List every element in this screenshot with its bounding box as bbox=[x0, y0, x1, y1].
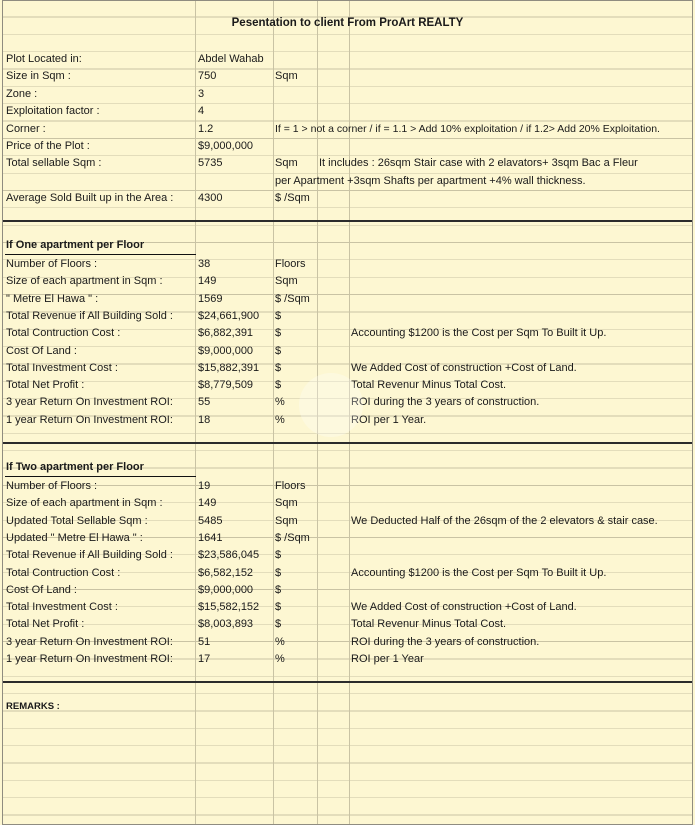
row-value: 5485 bbox=[198, 514, 223, 527]
row-label: Exploitation factor : bbox=[6, 105, 100, 118]
row-value: $24,661,900 bbox=[198, 309, 260, 322]
table-row bbox=[3, 325, 692, 342]
row-label: 3 year Return On Investment ROI: bbox=[6, 396, 173, 409]
row-label: Plot Located in: bbox=[6, 53, 82, 65]
row-note: Accounting $1200 is the Cost per Sqm To Built it Up. bbox=[351, 327, 607, 340]
row-unit: $ bbox=[275, 618, 282, 631]
row-value: 38 bbox=[198, 258, 211, 270]
row-note: Accounting $1200 is the Cost per Sqm To Built it Up. bbox=[351, 566, 607, 579]
row-unit: Floors bbox=[275, 258, 306, 270]
row-label: Total sellable Sqm : bbox=[6, 157, 102, 170]
row-label: Number of Floors : bbox=[6, 258, 98, 270]
table-row bbox=[3, 291, 692, 308]
row-unit: % bbox=[275, 653, 285, 665]
row-value: $9,000,000 bbox=[198, 140, 254, 152]
row-value: $9,000,000 bbox=[198, 344, 254, 357]
row-value: 1.2 bbox=[198, 122, 214, 135]
row-label: Size of each apartment in Sqm : bbox=[6, 275, 163, 288]
row-unit: $ bbox=[275, 566, 282, 579]
row-unit: Sqm bbox=[275, 514, 298, 527]
row-value: $6,882,391 bbox=[198, 327, 254, 340]
row-note: Total Revenur Minus Total Cost. bbox=[351, 379, 507, 392]
section-title-row bbox=[3, 237, 692, 254]
table-row bbox=[3, 565, 692, 582]
row-value: $9,000,000 bbox=[198, 583, 254, 596]
remarks-label: REMARKS : bbox=[6, 701, 60, 712]
row-label: Total Revenue if All Building Sold : bbox=[6, 309, 173, 322]
row-value: 18 bbox=[198, 413, 211, 426]
table-row bbox=[3, 360, 692, 377]
row-value: $8,003,893 bbox=[198, 618, 254, 631]
row-value: $6,582,152 bbox=[198, 566, 254, 579]
row-label: Total Contruction Cost : bbox=[6, 327, 121, 340]
table-row bbox=[3, 495, 692, 512]
spreadsheet bbox=[2, 0, 693, 825]
row-label: Size in Sqm : bbox=[6, 70, 71, 83]
row-label: Corner : bbox=[6, 122, 46, 135]
row-note: per Apartment +3sqm Shafts per apartment +4% wall thickness. bbox=[275, 174, 586, 187]
row-unit: $ bbox=[275, 549, 282, 562]
table-row bbox=[3, 103, 692, 120]
row-note: We Deducted Half of the 26sqm of the 2 elevators & stair case. bbox=[351, 514, 658, 527]
row-value: $8,779,509 bbox=[198, 379, 254, 392]
row-unit: $ bbox=[275, 327, 282, 340]
table-row bbox=[3, 582, 692, 599]
row-note: ROI per 1 Year. bbox=[351, 413, 427, 426]
row-label: Cost Of Land : bbox=[6, 583, 77, 596]
table-row bbox=[3, 173, 692, 190]
row-label: Total Investment Cost : bbox=[6, 361, 118, 374]
row-unit: Sqm bbox=[275, 275, 298, 288]
row-label: Average Sold Built up in the Area : bbox=[6, 192, 174, 205]
row-value: 3 bbox=[198, 87, 205, 100]
row-value: 4300 bbox=[198, 192, 223, 205]
row-label: Total Net Profit : bbox=[6, 618, 85, 631]
row-value: 750 bbox=[198, 70, 217, 83]
row-note: ROI per 1 Year bbox=[351, 653, 424, 665]
table-row bbox=[3, 478, 692, 495]
row-unit: $ /Sqm bbox=[275, 192, 310, 205]
table-row bbox=[3, 651, 692, 668]
row-label: Total Net Profit : bbox=[6, 379, 85, 392]
table-row bbox=[3, 86, 692, 103]
row-unit: $ bbox=[275, 583, 282, 596]
row-note: ROI during the 3 years of construction. bbox=[351, 396, 540, 409]
row-unit: Sqm bbox=[275, 70, 298, 83]
row-value: 5735 bbox=[198, 157, 223, 170]
row-unit: $ bbox=[275, 309, 282, 322]
row-value: 17 bbox=[198, 653, 211, 665]
row-label: Total Revenue if All Building Sold : bbox=[6, 549, 173, 562]
sheet-title: Pesentation to client From ProArt REALTY bbox=[231, 17, 464, 29]
row-value: $23,586,045 bbox=[198, 549, 260, 562]
row-value: 1641 bbox=[198, 531, 223, 544]
row-unit: $ bbox=[275, 601, 282, 614]
row-value: 55 bbox=[198, 396, 211, 409]
section-divider bbox=[3, 681, 692, 683]
table-row bbox=[3, 155, 692, 172]
row-value: 1569 bbox=[198, 292, 223, 305]
row-label: Total Contruction Cost : bbox=[6, 566, 121, 579]
table-row bbox=[3, 599, 692, 616]
row-unit: $ bbox=[275, 344, 282, 357]
row-label: 1 year Return On Investment ROI: bbox=[6, 653, 173, 665]
row-note: ROI during the 3 years of construction. bbox=[351, 635, 540, 648]
row-label: Price of the Plot : bbox=[6, 140, 90, 152]
row-note: It includes : 26sqm Stair case with 2 elavators+ 3sqm Bac a Fleur bbox=[319, 157, 638, 170]
remarks-row bbox=[3, 698, 692, 715]
row-label: Size of each apartment in Sqm : bbox=[6, 497, 163, 510]
row-label: Zone : bbox=[6, 87, 38, 100]
row-note: If = 1 > not a corner / if = 1.1 > Add 10% exploitation / if 1.2> Add 20% Exploitation. bbox=[275, 122, 660, 135]
section-divider bbox=[3, 220, 692, 222]
row-unit: % bbox=[275, 396, 285, 409]
row-value: $15,882,391 bbox=[198, 361, 260, 374]
section-title: If One apartment per Floor bbox=[5, 237, 196, 255]
row-value: Abdel Wahab bbox=[198, 53, 264, 65]
row-label: Number of Floors : bbox=[6, 480, 98, 492]
table-row bbox=[3, 343, 692, 360]
table-row bbox=[3, 530, 692, 547]
row-value: 149 bbox=[198, 497, 217, 510]
table-row bbox=[3, 256, 692, 273]
row-unit: Floors bbox=[275, 480, 306, 492]
row-note: We Added Cost of construction +Cost of Land. bbox=[351, 601, 577, 614]
table-row bbox=[3, 634, 692, 651]
table-row bbox=[3, 308, 692, 325]
watermark-logo bbox=[299, 373, 363, 437]
row-unit: Sqm bbox=[275, 497, 298, 510]
row-unit: $ bbox=[275, 361, 282, 374]
table-row bbox=[3, 190, 692, 207]
row-unit: % bbox=[275, 413, 285, 426]
table-row bbox=[3, 547, 692, 564]
row-value: 19 bbox=[198, 480, 211, 492]
row-label: 3 year Return On Investment ROI: bbox=[6, 635, 173, 648]
row-value: $15,582,152 bbox=[198, 601, 260, 614]
row-label: Cost Of Land : bbox=[6, 344, 77, 357]
section-title-row bbox=[3, 459, 692, 476]
row-label: 1 year Return On Investment ROI: bbox=[6, 413, 173, 426]
table-row bbox=[3, 138, 692, 155]
section-title: If Two apartment per Floor bbox=[5, 459, 196, 477]
table-row bbox=[3, 51, 692, 68]
table-row bbox=[3, 68, 692, 85]
table-row bbox=[3, 121, 692, 138]
row-value: 149 bbox=[198, 275, 217, 288]
row-unit: Sqm bbox=[275, 157, 298, 170]
table-row bbox=[3, 513, 692, 530]
row-value: 51 bbox=[198, 635, 211, 648]
row-note: Total Revenur Minus Total Cost. bbox=[351, 618, 507, 631]
row-label: Updated " Metre El Hawa " : bbox=[6, 531, 143, 544]
row-label: Updated Total Sellable Sqm : bbox=[6, 514, 148, 527]
table-row bbox=[3, 616, 692, 633]
row-unit: $ bbox=[275, 379, 282, 392]
row-label: " Metre El Hawa " : bbox=[6, 292, 99, 305]
row-value: 4 bbox=[198, 105, 205, 118]
row-label: Total Investment Cost : bbox=[6, 601, 118, 614]
row-unit: $ /Sqm bbox=[275, 292, 310, 305]
row-unit: $ /Sqm bbox=[275, 531, 310, 544]
table-row bbox=[3, 273, 692, 290]
row-note: We Added Cost of construction +Cost of Land. bbox=[351, 361, 577, 374]
section-divider bbox=[3, 442, 692, 444]
row-unit: % bbox=[275, 635, 285, 648]
